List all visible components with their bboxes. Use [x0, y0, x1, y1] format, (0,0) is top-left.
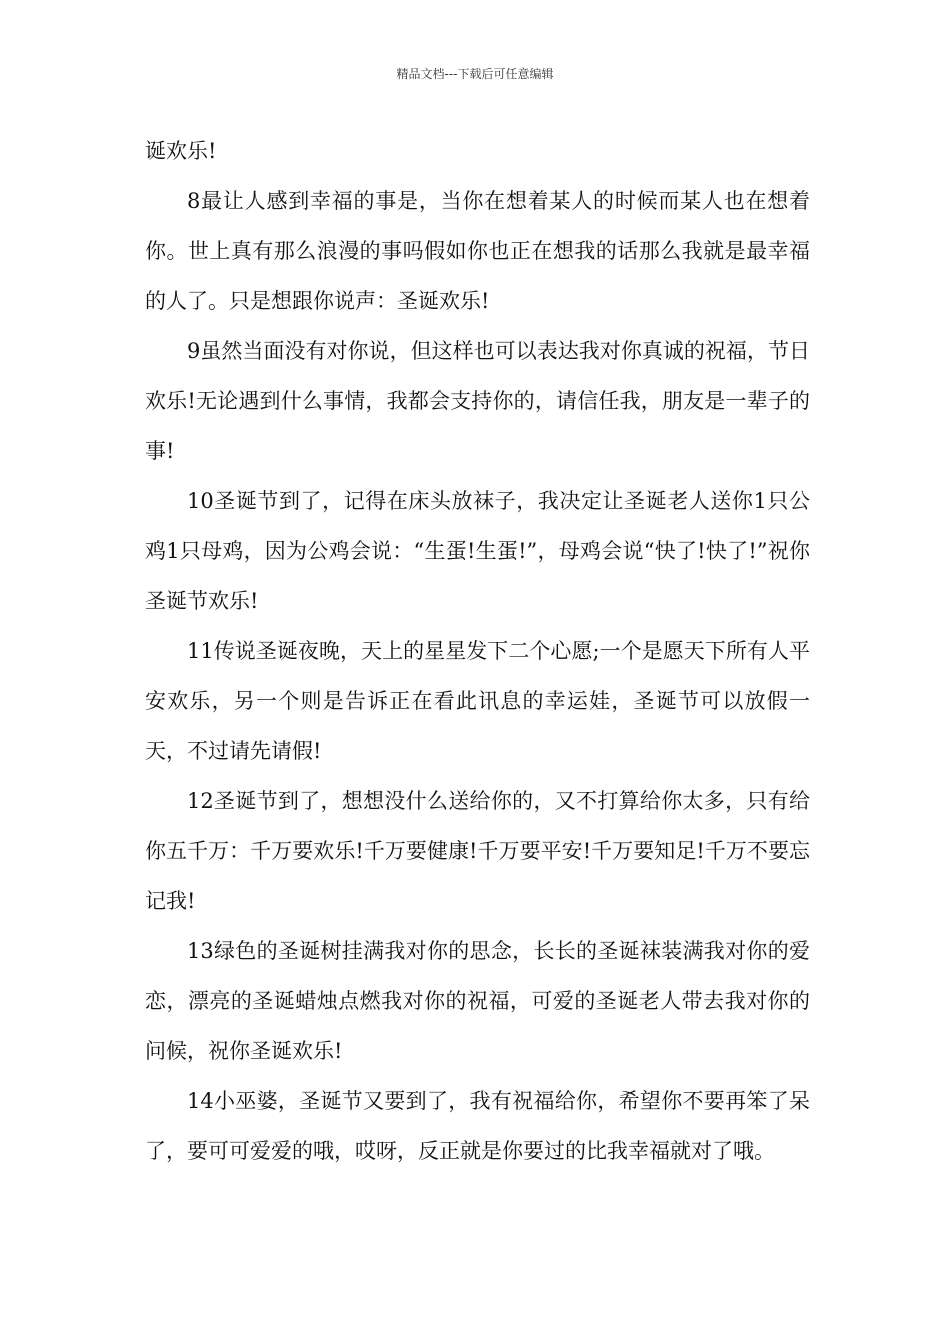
document-body [145, 126, 810, 1176]
paragraph-14: 14小巫婆，圣诞节又要到了，我有祝福给你，希望你不要再笨了呆了，要可可爱爱的哦，哎呀，反正就是你要过的比我幸福就对了哦。 [145, 1089, 810, 1163]
paragraph-13: 13绿色的圣诞树挂满我对你的思念，长长的圣诞袜装满我对你的爱恋，漂亮的圣诞蜡烛点燃我对你的祝福，可爱的圣诞老人带去我对你的问候，祝你圣诞欢乐! [145, 939, 810, 1063]
paragraph-8: 8最让人感到幸福的事是，当你在想着某人的时候而某人也在想着你。世上真有那么浪漫的事吗假如你也正在想我的话那么我就是最幸福的人了。只是想跟你说声：圣诞欢乐! [145, 189, 810, 313]
paragraph-continuation: 诞欢乐! [145, 139, 217, 163]
paragraph-10: 10圣诞节到了，记得在床头放袜子，我决定让圣诞老人送你1只公鸡1只母鸡，因为公鸡会说：“生蛋!生蛋!”，母鸡会说“快了!快了!”祝你圣诞节欢乐! [145, 489, 810, 613]
paragraph-11: 11传说圣诞夜晚，天上的星星发下二个心愿;一个是愿天下所有人平安欢乐，另一个则是告诉正在看此讯息的幸运娃，圣诞节可以放假一天，不过请先请假! [145, 639, 810, 763]
paragraph-9: 9虽然当面没有对你说，但这样也可以表达我对你真诚的祝福，节日欢乐!无论遇到什么事情，我都会支持你的，请信任我，朋友是一辈子的事! [145, 339, 810, 463]
paragraph-12: 12圣诞节到了，想想没什么送给你的，又不打算给你太多，只有给你五千万：千万要欢乐!千万要健康!千万要平安!千万要知足!千万不要忘记我! [145, 789, 810, 913]
page-header: 精品文档---下载后可任意编辑 [396, 67, 554, 81]
